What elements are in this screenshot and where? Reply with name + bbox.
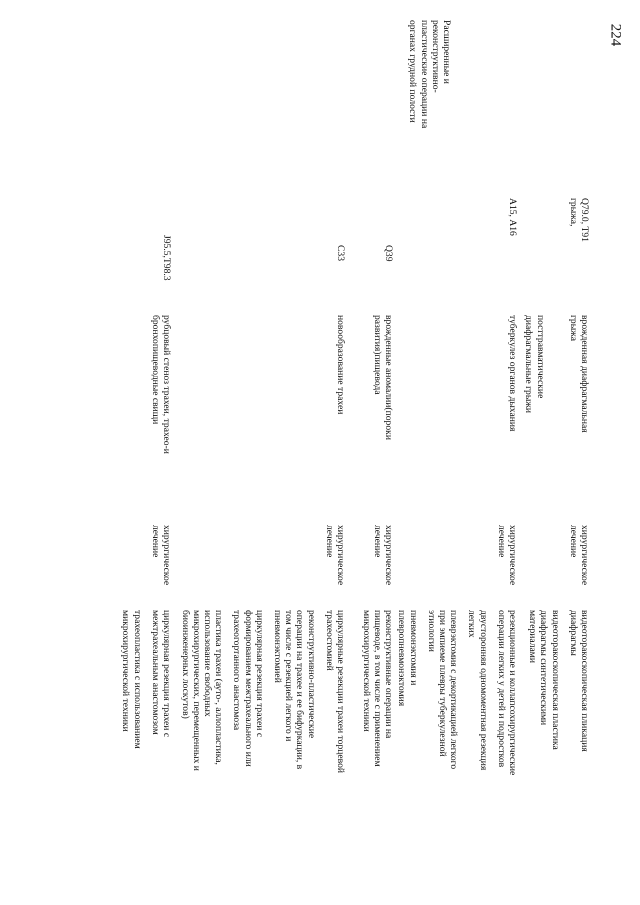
- code-text: С33: [335, 245, 346, 261]
- method-text: плеврэктомия с декортикацией легкого: [448, 610, 460, 770]
- model-text: новообразование трахеи: [335, 315, 346, 415]
- method-text: трахеогортанного анастомоза: [231, 610, 243, 731]
- treatment-text: лечение: [567, 525, 579, 558]
- method-entry: [179, 610, 224, 900]
- method-text: пневмонэктомией: [271, 610, 283, 683]
- method-entry: [426, 610, 460, 900]
- model-cell: [372, 315, 394, 515]
- treatment-cell: [568, 525, 590, 605]
- method-text: микрохирургической техники: [120, 610, 132, 732]
- method-text: операции на трахее и ее бифуркации, в: [294, 610, 306, 770]
- model-text: врожденные аномалии(пороки: [383, 315, 394, 440]
- method-text: диафрагмы синтетическими: [538, 610, 550, 726]
- method-text: плевропневмонэктомия: [396, 610, 408, 707]
- model-text: посттравматические: [534, 315, 546, 399]
- method-entry: [120, 610, 142, 900]
- method-text: межтрахеальным анастомозом: [149, 610, 161, 735]
- method-entry: [466, 610, 488, 900]
- method-text: трахеостомией: [323, 610, 335, 671]
- codes-cell: [335, 245, 346, 325]
- method-text: реконструктивные операции на: [383, 610, 394, 739]
- method-text: пневмонэктомия и: [407, 610, 419, 686]
- section-cell: [407, 20, 452, 195]
- method-text: трахеопластика с использованием: [131, 610, 143, 749]
- method-entry: [231, 610, 265, 900]
- model-cell: [150, 315, 172, 515]
- method-text: биоинженерных лоскутов): [179, 610, 191, 719]
- model-cell: [335, 315, 346, 515]
- model-text: врожденная диафрагмальная: [579, 315, 590, 433]
- method-entry: [527, 610, 561, 900]
- model-text: бронхопищеводные свищи: [149, 315, 161, 425]
- method-text: использование свободных: [201, 610, 213, 717]
- method-cell: [353, 610, 394, 900]
- treatment-text: хирургическое: [507, 525, 518, 586]
- section-text: пластические операции на: [418, 20, 430, 129]
- method-text: том числе с резекцией легкого и: [283, 610, 295, 742]
- model-cell: [507, 315, 518, 515]
- code-text: J95.5,Т98.3: [161, 235, 172, 281]
- method-text: пластика трахеи (ауто-, аллопластика,: [213, 610, 225, 765]
- codes-cell: [161, 235, 172, 315]
- treatment-text: лечение: [323, 525, 335, 558]
- spacer: [546, 315, 568, 515]
- method-text: реконструктивно-пластические: [305, 610, 317, 739]
- rotated-table: [70, 20, 590, 900]
- model-text: развития)пищевода: [371, 315, 383, 395]
- method-cell: [520, 610, 590, 900]
- codes-cell: [568, 198, 590, 278]
- codes-cell: [383, 245, 394, 325]
- method-entry: [496, 610, 518, 900]
- treatment-cell: [372, 525, 394, 605]
- treatment-text: лечение: [371, 525, 383, 558]
- method-text: циркулярные резекции трахеи торцевой: [335, 610, 346, 774]
- code-text: Q79.0, Т91: [579, 198, 590, 242]
- method-entry: [360, 610, 394, 900]
- method-cell: [172, 610, 346, 900]
- method-text: диафрагмы: [567, 610, 579, 656]
- section-text: реконструктивно-: [429, 20, 441, 93]
- method-entry: [568, 610, 590, 900]
- treatment-text: хирургическое: [161, 525, 172, 586]
- treatment-text: хирургическое: [579, 525, 590, 586]
- treatment-cell: [150, 525, 172, 605]
- method-entry: [324, 610, 346, 900]
- model-text: грыжа: [567, 315, 579, 342]
- treatment-text: хирургическое: [335, 525, 346, 586]
- method-text: формированием межтрахеального или: [242, 610, 254, 767]
- method-text: при эмпиеме плевры туберкулезной: [436, 610, 448, 757]
- codes-cell: [507, 198, 518, 278]
- method-entry: [272, 610, 317, 900]
- method-text: циркулярная резекция трахеи с: [253, 610, 265, 738]
- page-number: 224: [607, 23, 624, 47]
- method-text: резекционные и коллапсохирургические: [507, 610, 518, 776]
- treatment-text: лечение: [149, 525, 161, 558]
- model-text: рубцовый стеноз трахеи, трахео-и: [161, 315, 172, 454]
- model-cell: [523, 315, 590, 515]
- method-cell: [389, 610, 518, 900]
- method-text: этиологии: [425, 610, 437, 652]
- method-text: пищеводе, в том числе с применением: [371, 610, 383, 767]
- treatment-text: лечение: [495, 525, 507, 558]
- treatment-cell: [496, 525, 518, 605]
- method-text: материалами: [527, 610, 539, 663]
- treatment-cell: [324, 525, 346, 605]
- code-text: А15, А16: [507, 198, 518, 236]
- method-entry: [150, 610, 172, 900]
- code-text: грыжа,: [567, 198, 579, 227]
- method-text: микрохирургической техники: [360, 610, 372, 732]
- method-text: двусторонняя одномоментная резекция: [477, 610, 489, 771]
- method-cell: [113, 610, 172, 900]
- method-text: видеоторакоскопическая пластика: [549, 610, 561, 750]
- method-text: микрохирургических, перемещенных и: [190, 610, 202, 771]
- model-text: диафрагмальные грыжи: [523, 315, 535, 414]
- code-text: Q39: [383, 245, 394, 262]
- method-text: операции легких у детей и подростков: [495, 610, 507, 768]
- method-text: легких: [466, 610, 478, 638]
- treatment-text: хирургическое: [383, 525, 394, 586]
- section-text: органах грудной полости: [407, 20, 419, 123]
- section-text: Расширенные и: [441, 20, 452, 84]
- method-text: видеоторакоскопическая пликация: [579, 610, 590, 752]
- method-entry: [396, 610, 418, 900]
- method-text: циркулярная резекция трахеи с: [161, 610, 172, 738]
- model-text: туберкулез органов дыхания: [507, 315, 518, 432]
